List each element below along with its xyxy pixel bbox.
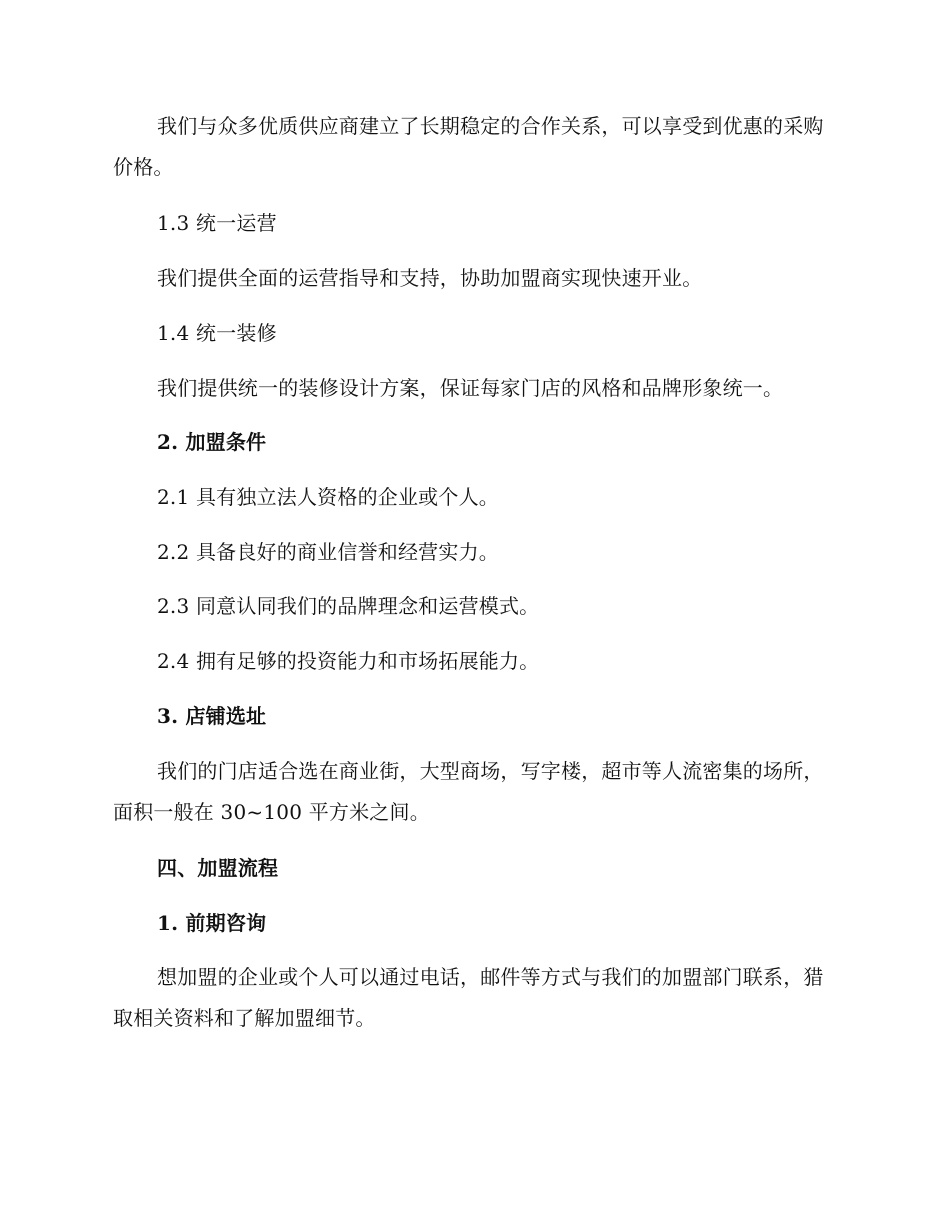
item-2-3: 2.3 同意认同我们的品牌理念和运营模式。 bbox=[157, 594, 540, 618]
paragraph-operations: 我们提供全面的运营指导和支持，协助加盟商实现快速开业。 bbox=[157, 266, 703, 290]
item-1-4: 1.4 统一装修 bbox=[157, 321, 277, 345]
heading-3-location: 3. 店铺选址 bbox=[157, 704, 267, 728]
paragraph-location: 我们的门店适合选在商业街，大型商场，写字楼，超市等人流密集的场所，面积一般在 30~100 平方米之间。 bbox=[113, 759, 824, 824]
heading-2-conditions: 2. 加盟条件 bbox=[157, 430, 267, 454]
heading-1-consultation: 1. 前期咨询 bbox=[157, 911, 267, 935]
item-2-2: 2.2 具备良好的商业信誉和经营实力。 bbox=[157, 540, 499, 564]
item-2-4: 2.4 拥有足够的投资能力和市场拓展能力。 bbox=[157, 649, 540, 673]
paragraph-decoration: 我们提供统一的装修设计方案，保证每家门店的风格和品牌形象统一。 bbox=[157, 376, 784, 400]
item-1-3: 1.3 统一运营 bbox=[157, 211, 277, 235]
heading-4-process: 四、加盟流程 bbox=[157, 856, 279, 880]
paragraph-consultation: 想加盟的企业或个人可以通过电话，邮件等方式与我们的加盟部门联系，猎取相关资料和了解加盟细节。 bbox=[113, 965, 824, 1030]
paragraph-supplier: 我们与众多优质供应商建立了长期稳定的合作关系，可以享受到优惠的采购价格。 bbox=[113, 114, 824, 179]
item-2-1: 2.1 具有独立法人资格的企业或个人。 bbox=[157, 485, 499, 509]
